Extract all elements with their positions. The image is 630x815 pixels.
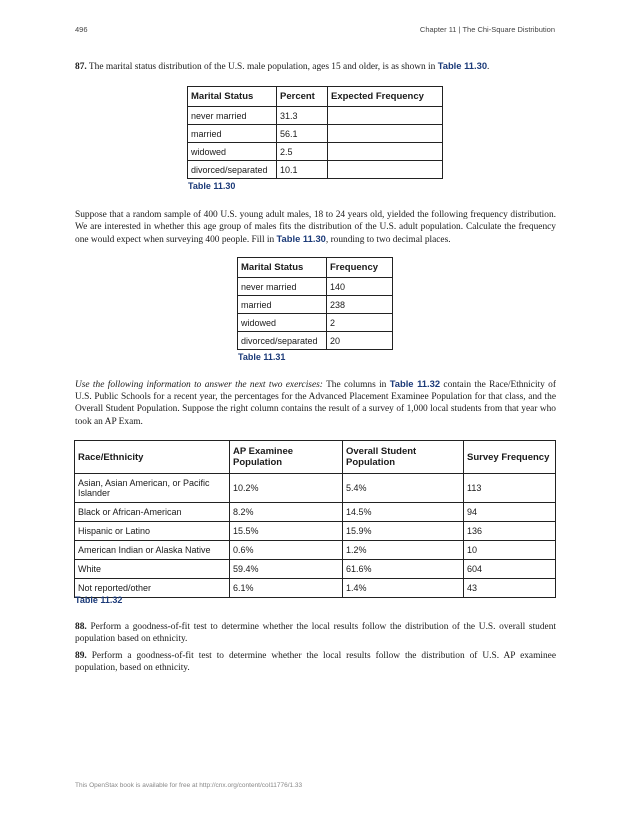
table-caption: Table 11.32 bbox=[75, 595, 123, 605]
table-cell: 94 bbox=[464, 503, 556, 522]
table-11-32 bbox=[74, 440, 556, 598]
table-cell: 15.5% bbox=[230, 522, 343, 541]
table-cell bbox=[328, 161, 443, 179]
table-cell: 20 bbox=[327, 332, 393, 350]
table-cell: married bbox=[188, 125, 277, 143]
table-cell: Not reported/other bbox=[75, 579, 230, 598]
table-cell bbox=[328, 125, 443, 143]
table-row bbox=[75, 541, 556, 560]
table-cell: 5.4% bbox=[343, 474, 464, 503]
table-cell: White bbox=[75, 560, 230, 579]
exercise-text: The marital status distribution of the U.S. male population, ages 15 and older, is as shown in bbox=[88, 62, 436, 72]
table-cell: Black or African-American bbox=[75, 503, 230, 522]
table-row bbox=[238, 332, 393, 350]
table-cell: 61.6% bbox=[343, 560, 464, 579]
exercise-number: 87. bbox=[75, 62, 87, 72]
table-cell: divorced/separated bbox=[188, 161, 277, 179]
exercise-number: 88. bbox=[75, 622, 87, 632]
table-cell: married bbox=[238, 296, 327, 314]
column-header: Expected Frequency bbox=[328, 87, 443, 107]
paragraph-sample: Suppose that a random sample of 400 U.S. young adult males, 18 to 24 years old, yielded the following frequency distribution. We are interested in whether this age group of males fits the distribution of the U.S. adult population. Calculate the frequency one would expect when surveying 400 people. Fill in Table 11.30, rounding to two decimal places. bbox=[75, 210, 556, 246]
exercise-text: Perform a goodness-of-fit test to determine whether the local results follow the distribution of the U.S. overall student population based on ethnicity. bbox=[75, 622, 556, 645]
table-cell: divorced/separated bbox=[238, 332, 327, 350]
table-row bbox=[238, 278, 393, 296]
column-header: Frequency bbox=[327, 258, 393, 278]
table-reference-link[interactable]: Table 11.30 bbox=[276, 233, 326, 245]
paragraph-info: Use the following information to answer the next two exercises: The columns in Table 11.32 contain the Race/Ethnicity of U.S. Public Schools for a recent year, the percentages for the Advanced Placement Examinee Population for that class, and the Overall Student Population. Suppose the right column contains the result of a survey of 1,000 local students from that year who took an AP Exam. bbox=[75, 378, 556, 427]
table-11-31 bbox=[237, 257, 393, 350]
table-cell: 14.5% bbox=[343, 503, 464, 522]
column-header: Percent bbox=[277, 87, 328, 107]
column-header: Race/Ethnicity bbox=[75, 441, 230, 474]
table-cell: American Indian or Alaska Native bbox=[75, 541, 230, 560]
exercise-88 bbox=[75, 621, 556, 645]
chapter-title: Chapter 11 | The Chi-Square Distribution bbox=[419, 25, 555, 34]
column-header: Marital Status bbox=[188, 87, 277, 107]
table-cell: 59.4% bbox=[230, 560, 343, 579]
column-header: Marital Status bbox=[238, 258, 327, 278]
table-cell: 140 bbox=[327, 278, 393, 296]
column-header: Overall Student Population bbox=[343, 441, 464, 474]
table-cell: never married bbox=[188, 107, 277, 125]
table-cell: 31.3 bbox=[277, 107, 328, 125]
table-11-30 bbox=[187, 86, 443, 179]
table-row bbox=[188, 161, 443, 179]
exercise-text: Perform a goodness-of-fit test to determine whether the local results follow the distribution of U.S. AP examinee population, based on ethnicity. bbox=[75, 651, 556, 674]
table-cell: 15.9% bbox=[343, 522, 464, 541]
table-cell: 604 bbox=[464, 560, 556, 579]
table-cell: 2.5 bbox=[277, 143, 328, 161]
table-row bbox=[75, 503, 556, 522]
column-header: Survey Frequency bbox=[464, 441, 556, 474]
table-row bbox=[75, 474, 556, 503]
table-cell: 2 bbox=[327, 314, 393, 332]
table-cell: Asian, Asian American, or Pacific Islander bbox=[75, 474, 230, 503]
table-cell bbox=[328, 107, 443, 125]
table-row bbox=[188, 125, 443, 143]
table-cell: never married bbox=[238, 278, 327, 296]
table-cell: Hispanic or Latino bbox=[75, 522, 230, 541]
table-cell: 238 bbox=[327, 296, 393, 314]
exercise-87: 87. The marital status distribution of the U.S. male population, ages 15 and older, is as shown in Table 11.30. bbox=[75, 60, 490, 72]
table-row bbox=[238, 314, 393, 332]
page-number: 496 bbox=[75, 25, 88, 34]
table-cell: 1.2% bbox=[343, 541, 464, 560]
table-cell: 0.6% bbox=[230, 541, 343, 560]
table-cell: 10 bbox=[464, 541, 556, 560]
table-reference-link[interactable]: Table 11.32 bbox=[389, 378, 441, 389]
table-row bbox=[75, 522, 556, 541]
table-caption: Table 11.31 bbox=[238, 352, 286, 362]
page-footer: This OpenStax book is available for free at http://cnx.org/content/col11776/1.33 bbox=[75, 782, 303, 789]
table-cell: 10.2% bbox=[230, 474, 343, 503]
table-cell: 8.2% bbox=[230, 503, 343, 522]
exercise-89 bbox=[75, 650, 556, 674]
table-cell: 56.1 bbox=[277, 125, 328, 143]
table-cell: widowed bbox=[188, 143, 277, 161]
table-cell: 1.4% bbox=[343, 579, 464, 598]
table-row bbox=[75, 579, 556, 598]
table-reference-link[interactable]: Table 11.30 bbox=[437, 60, 488, 71]
table-caption: Table 11.30 bbox=[188, 181, 236, 191]
table-row bbox=[75, 560, 556, 579]
table-row bbox=[188, 143, 443, 161]
table-cell: 136 bbox=[464, 522, 556, 541]
table-row bbox=[188, 107, 443, 125]
table-cell: 6.1% bbox=[230, 579, 343, 598]
exercise-number: 89. bbox=[75, 651, 87, 661]
table-cell bbox=[328, 143, 443, 161]
table-cell: 113 bbox=[464, 474, 556, 503]
table-cell: 43 bbox=[464, 579, 556, 598]
table-cell: widowed bbox=[238, 314, 327, 332]
column-header: AP Examinee Population bbox=[230, 441, 343, 474]
table-row bbox=[238, 296, 393, 314]
table-cell: 10.1 bbox=[277, 161, 328, 179]
